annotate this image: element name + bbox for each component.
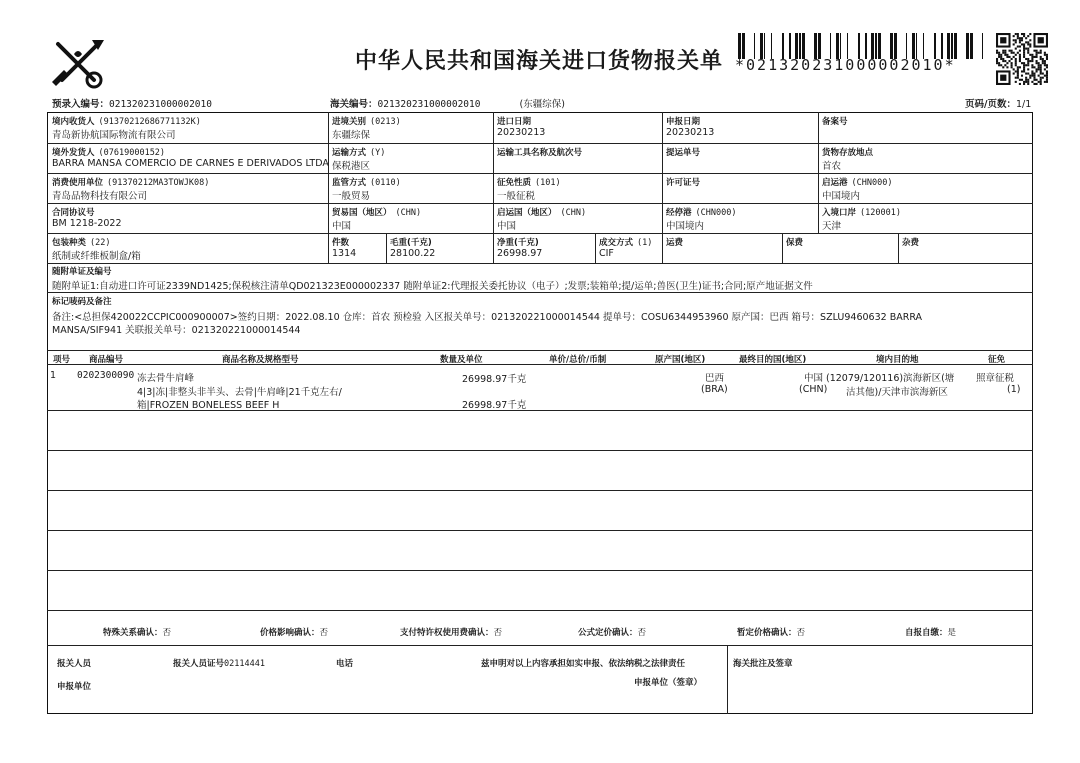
marks-label: 标记唛码及备注 [52,297,112,307]
declarant-cert: 报关人员证号02114441 [173,659,265,669]
r4-cell-4-label: 入境口岸 (120001) [822,208,901,218]
r5-cell-1-label: 件数 [332,238,350,248]
r3-cell-3-label: 许可证号 [666,178,701,188]
item-origin-code: (BRA) [701,384,728,395]
r3-cell-2-value: 一般征税 [497,191,536,202]
self-declare-confirm: 自报自缴：是 [905,628,957,638]
r1-cell-2-value: 20230213 [497,127,546,138]
r5-cell-4-value: CIF [599,248,614,259]
declaration-statement: 兹申明对以上内容承担如实申报、依法纳税之法律责任 [481,659,686,669]
r4-cell-0-value: BM 1218-2022 [52,218,122,229]
r3-cell-2-label: 征免性质 (101) [497,178,561,188]
qr-code-icon [996,33,1048,85]
item-exemption-2: (1) [1007,384,1021,395]
r2-cell-4-value: 首农 [822,161,842,172]
col-header-name-spec: 商品名称及规格型号 [222,355,299,365]
declarant-label: 报关人员 [57,659,92,669]
r4-cell-1-value: 中国 [332,221,352,232]
phone-label: 电话 [336,659,354,669]
item-spec-line-2: 箱|FROZEN BONELESS BEEF H [137,400,280,411]
item-quantity-2: 26998.97千克 [462,400,527,411]
r5-cell-0-label: 包装种类 (22) [52,238,111,248]
r2-cell-0-value: BARRA MANSA COMERCIO DE CARNES E DERIVADOS LTDA [52,158,329,169]
item-name: 冻去骨牛肩峰 [137,373,195,384]
col-header-price: 单价/总价/币制 [549,355,607,365]
r2-cell-2-label: 运输工具名称及航次号 [497,148,583,158]
r5-cell-2-label: 毛重(千克) [390,238,432,248]
customs-number: 海关编号：021320231000002010 (东疆综保) [330,99,565,110]
pre-entry-number: 预录入编号：021320231000002010 [52,99,212,110]
item-domestic-dest-1: (12079/120116)滨海新区(塘 [826,373,955,384]
item-exemption-1: 照章征税 [976,373,1015,384]
item-quantity-1: 26998.97千克 [462,374,527,385]
r2-cell-4-label: 货物存放地点 [822,148,874,158]
r3-cell-1-value: 一般贸易 [332,191,371,202]
r1-cell-0-label: 境内收货人 (91370212686771132K) [52,117,201,127]
r1-cell-4-label: 备案号 [822,117,848,127]
r5-cell-6-label: 保费 [786,238,804,248]
r1-cell-1-value: 东疆综保 [332,130,371,141]
marks-line-2: MANSA/SIF941 关联报关单号：021320221000014544 [52,325,301,336]
col-header-origin: 原产国(地区) [655,355,706,365]
r5-cell-0-value: 纸制或纤维板制盒/箱 [52,251,141,262]
col-header-exemption: 征免 [988,355,1006,365]
r5-cell-1-value: 1314 [332,248,357,259]
attached-docs-value: 随附单证1:自动进口许可证2339ND1425;保税核注清单QD021323E000002337 随附单证2:代理报关委托协议（电子）;发票;装箱单;提/运单;兽医(卫生)证书;合同;原产地证据文件 [52,281,813,292]
r5-cell-3-label: 净重(千克) [497,238,539,248]
col-header-final-dest: 最终目的国(地区) [739,355,807,365]
r1-cell-3-label: 申报日期 [666,117,701,127]
provisional-price-confirm: 暂定价格确认：否 [737,628,806,638]
item-domestic-dest-2: 沽其他)/天津市滨海新区 [846,387,948,398]
r3-cell-4-value: 中国境内 [822,191,861,202]
r1-cell-0-value: 青岛新协航国际物流有限公司 [52,130,176,141]
marks-line-1: 备注:<总担保420022CCPIC000900007>签约日期：2022.08.10 仓库：首农 预检验 入区报关单号：021320221000014544 提单号：COSU6344953960 原产国：巴西 箱号：SZLU9460632 BARRA [52,312,923,323]
r3-cell-1-label: 监管方式 (0110) [332,178,401,188]
customs-office: (东疆综保) [519,99,565,110]
r1-cell-3-value: 20230213 [666,127,715,138]
r5-cell-2-value: 28100.22 [390,248,436,259]
r5-cell-3-value: 26998.97 [497,248,543,259]
r4-cell-4-value: 天津 [822,221,842,232]
r4-cell-2-label: 启运国（地区） (CHN) [497,208,587,218]
formula-pricing-confirm: 公式定价确认：否 [578,628,647,638]
col-header-item-no: 项号 [53,355,71,365]
r2-cell-1-value: 保税港区 [332,161,371,172]
item-no: 1 [50,370,57,381]
customs-approval-label: 海关批注及签章 [733,659,793,669]
item-origin: 巴西 [705,373,725,384]
barcode-text: *021320231000002010* [735,56,956,74]
attached-docs-label: 随附单证及编号 [52,267,112,277]
col-header-quantity: 数量及单位 [440,355,483,365]
price-impact-confirm: 价格影响确认：否 [260,628,329,638]
r3-cell-0-value: 青岛品物科技有限公司 [52,191,148,202]
r4-cell-0-label: 合同协议号 [52,208,95,218]
item-dest-country: 中国 [804,373,824,384]
r3-cell-4-label: 启运港 (CHN000) [822,178,893,188]
r5-cell-7-label: 杂费 [902,238,920,248]
r4-cell-1-label: 贸易国（地区） (CHN) [332,208,422,218]
item-dest-code: (CHN) [799,384,828,395]
special-relation-confirm: 特殊关系确认：否 [103,628,172,638]
r2-cell-0-label: 境外发货人 (07619000152) [52,148,166,158]
r2-cell-1-label: 运输方式 (Y) [332,148,386,158]
unit-seal-label: 申报单位（签章） [634,678,703,688]
r1-cell-2-label: 进口日期 [497,117,532,127]
r3-cell-0-label: 消费使用单位 (91370212MA3TOWJK08) [52,178,210,188]
page-indicator: 页码/页数：1/1 [965,99,1032,110]
item-spec-line-1: 4|3|冻|非整头非半头、去骨|牛肩峰|21千克左右/ [137,387,342,398]
r4-cell-3-label: 经停港 (CHN000) [666,208,737,218]
declarant-unit-label: 申报单位 [57,682,92,692]
royalty-confirm: 支付特许权使用费确认：否 [400,628,503,638]
r5-cell-5-label: 运费 [666,238,684,248]
document-title: 中华人民共和国海关进口货物报关单 [355,49,724,74]
r2-cell-3-label: 提运单号 [666,148,701,158]
col-header-hs-code: 商品编号 [89,355,124,365]
r4-cell-2-value: 中国 [497,221,517,232]
r4-cell-3-value: 中国境内 [666,221,705,232]
customs-emblem-icon [48,36,108,90]
r1-cell-1-label: 进境关别 (0213) [332,117,401,127]
r5-cell-4-label: 成交方式 (1) [599,238,653,248]
col-header-domestic-dest: 境内目的地 [876,355,919,365]
item-hs-code: 0202300090 [77,370,135,381]
